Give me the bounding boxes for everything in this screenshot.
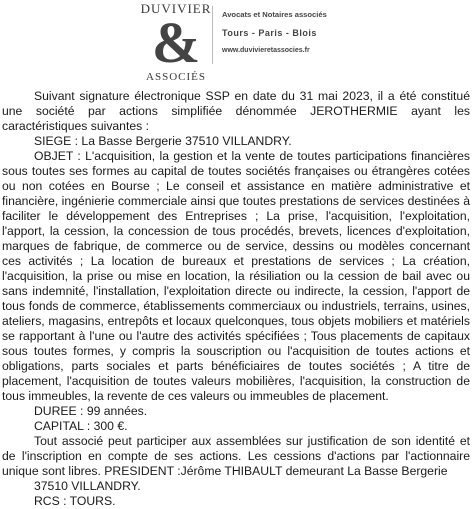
notice-rcs: RCS : TOURS.	[34, 494, 116, 508]
notice-address: 37510 VILLANDRY.	[34, 479, 141, 493]
firm-info	[222, 10, 422, 54]
logo-name-top: DUVIVIER	[140, 1, 212, 16]
notice-associates: Tout associé peut participer aux assemblées sur justification de son identité et de l'inscription en compte de ses actions. Les cessions d'actions par l'actionnaire unique sont libres. PRESIDENT :Jérôme THIBAULT demeurant La Basse Bergerie	[2, 434, 470, 478]
legal-notice	[2, 89, 470, 509]
firm-tagline: Avocats et Notaires associés	[222, 10, 327, 19]
firm-website: www.duvivieretassocies.fr	[222, 47, 310, 54]
firm-cities: Tours - Paris - Blois	[222, 28, 317, 38]
logo-name-bottom: ASSOCIÉS	[146, 71, 206, 83]
notice-capital: CAPITAL : 300 €.	[34, 419, 128, 433]
firm-logo	[140, 2, 212, 84]
notice-intro: Suivant signature électronique SSP en date du 31 mai 2023, il a été constitué une société par actions simplifiée dénommée JEROTHERMIE ayant les caractéristiques suivantes :	[2, 89, 470, 133]
notice-duree: DUREE : 99 années.	[34, 404, 148, 418]
notice-siege: SIEGE : La Basse Bergerie 37510 VILLANDRY.	[34, 134, 292, 148]
notice-objet: OBJET : L'acquisition, la gestion et la vente de toutes participations financières sous toutes ses formes au capital de toutes sociétés françaises ou étrangères cotées ou non cotées en Bourse ; Le conseil et assistance en matière administrative et financière, ingénierie commerciale ainsi que toutes prestations de services destinées à faciliter le développement des Entreprises ; La prise, l'acquisition, l'exploitation, l'apport, la cession, la concession de tous procédés, brevets, licences d'exploitation, marques de fabrique, de commerce ou de service, dessins ou modèles concernant ces activités ; La location de bureaux et prestations de services ; La création, l'acquisition, la prise ou mise en location, la résiliation ou la cession de bail avec ou sans indemnité, l'installation, l'exploitation directe ou indirecte, la cession, l'apport de tous fonds de commerce, établissements commerciaux ou industriels, terrains, usines, ateliers, magasins, entrepôts et locaux quelconques, tous objets mobiliers et matériels se rapportant à l'une ou l'autre des activités spécifiées ; Tous placements de capitaux sous toutes formes, y compris la souscription ou l'acquisition de toutes actions et obligations, parts sociales et parts bénéficiaires de toutes sociétés ; A titre de placement, l'acquisition de toutes valeurs mobilières, l'acquisition, la construction de tous immeubles, la revente de ces valeurs ou immeubles de placement.	[2, 149, 470, 403]
logo-divider	[212, 6, 213, 64]
logo-ampersand: &	[151, 10, 201, 75]
letterhead	[0, 0, 473, 86]
